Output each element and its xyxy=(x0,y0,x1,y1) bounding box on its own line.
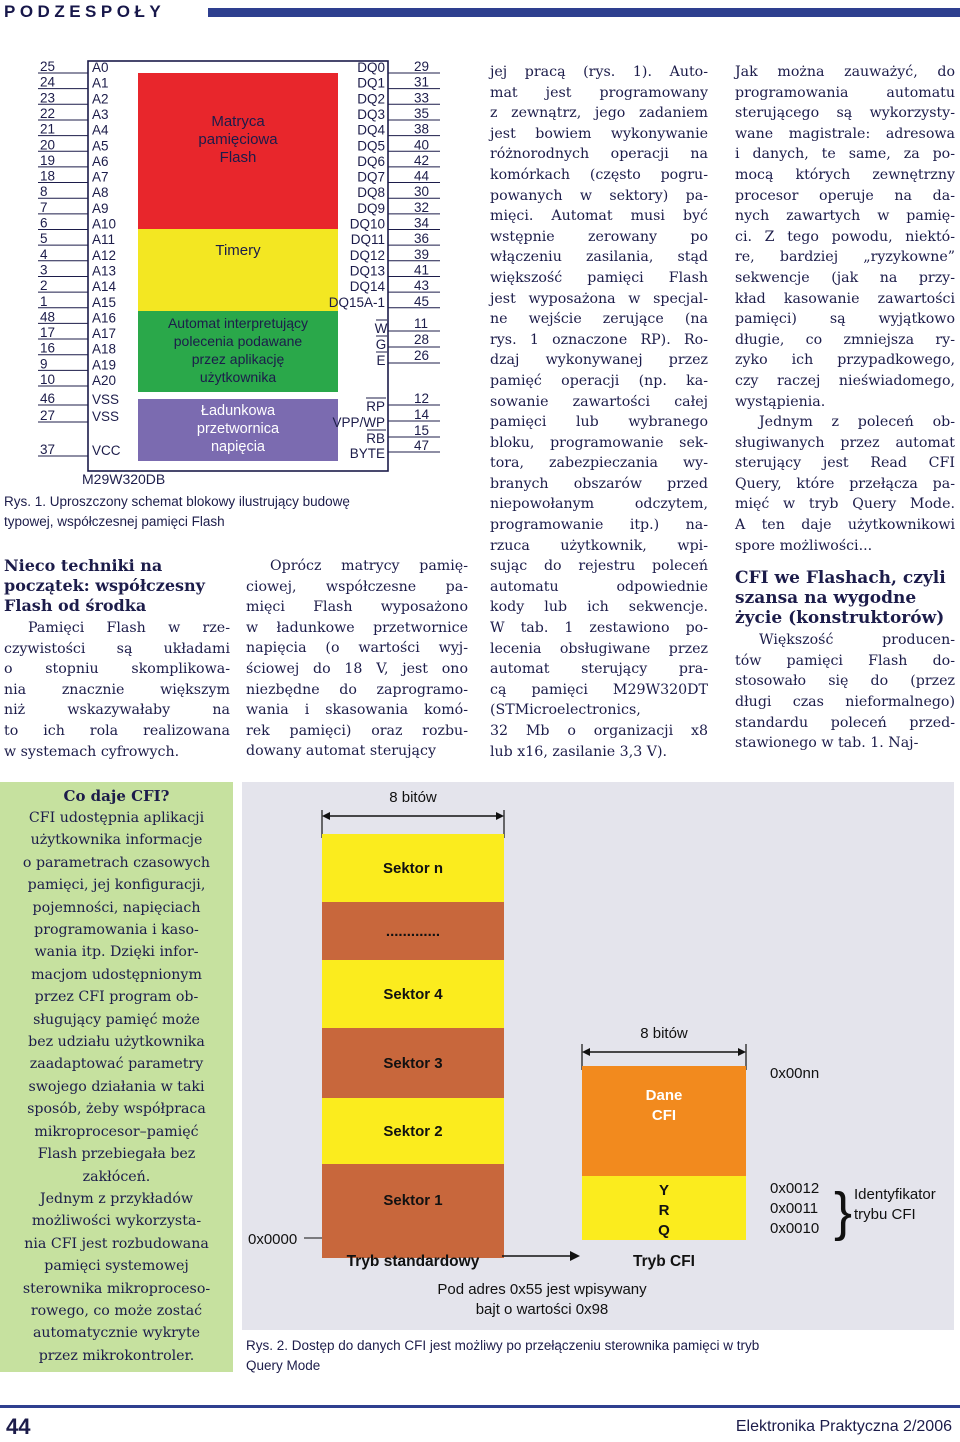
pin-signal: DQ7 xyxy=(357,169,385,185)
pin-number: 42 xyxy=(414,152,430,168)
brace: } xyxy=(834,1182,853,1242)
pin-number: 28 xyxy=(414,332,430,347)
pin-number: 7 xyxy=(40,199,48,215)
pin-number: 21 xyxy=(40,121,56,137)
sidebar-line: przez mikrokontroler. xyxy=(38,1347,195,1364)
sector-label: ............. xyxy=(385,923,441,940)
cfi-char: Y xyxy=(658,1182,670,1199)
text-line: wania i skasowania komó- xyxy=(246,702,468,719)
text-line: Jak można zauważyć, do xyxy=(735,64,955,80)
pin-signal: A14 xyxy=(92,279,117,295)
body-text xyxy=(246,556,468,762)
text-line: pamięci) są wyjątkowo xyxy=(735,311,955,328)
sector-label: Sektor n xyxy=(382,860,444,877)
sidebar-line: zaadaptować parametry xyxy=(29,1056,204,1073)
pin-signal: RP xyxy=(366,399,385,414)
sidebar-line: sposób, żeby współpraca xyxy=(27,1101,206,1118)
address-label: 0x00nn xyxy=(770,1065,820,1082)
pin-signal: VSS xyxy=(92,409,120,424)
pin-signal: A11 xyxy=(92,232,116,248)
text-line: nia znacznie większym xyxy=(4,681,230,698)
pin-number: 37 xyxy=(40,442,56,457)
text-line: W tab. 1 zestawiono po- xyxy=(490,620,708,637)
sidebar-line: bez udziału użytkownika xyxy=(28,1034,205,1051)
pin-number: 9 xyxy=(40,356,48,372)
arrow-head xyxy=(570,1251,580,1261)
text-line: mięci Flash wyposażono xyxy=(246,599,468,616)
text-line: ci. Z tego powodu, niektó- xyxy=(735,228,955,245)
pin-number: 12 xyxy=(414,391,430,406)
header-bar xyxy=(208,8,960,17)
text-line: Pamięci Flash w rze- xyxy=(28,620,230,636)
address-label: 0x0012 xyxy=(770,1180,820,1197)
text-line: mięci. Automat musi być xyxy=(490,208,708,225)
text-line: stawionego w tab. 1. Naj- xyxy=(735,735,919,752)
pin-signal: DQ14 xyxy=(349,279,385,295)
text-line: kład kasowanie zawartości xyxy=(735,290,955,307)
text-line: jest bowiem wykonywanie xyxy=(490,125,708,142)
pin-number: 38 xyxy=(414,121,430,137)
sidebar-text xyxy=(6,807,227,1367)
text-line: stosowało się do (przez xyxy=(735,673,955,690)
cfi-id-label: trybu CFI xyxy=(854,1206,916,1223)
sidebar-line: Flash przebiegała bez xyxy=(37,1146,196,1163)
pin-number: 20 xyxy=(40,137,56,153)
pin-signal: DQ3 xyxy=(357,106,385,122)
text-line: Query, które przełącza pa- xyxy=(735,475,955,492)
text-line: tora, zabezpieczania wy- xyxy=(490,455,708,472)
pin-signal: A7 xyxy=(92,169,109,185)
text-line: zyko ich przypadkowego, xyxy=(735,352,955,369)
address-label: 0x0000 xyxy=(248,1231,298,1248)
pin-signal: A4 xyxy=(92,122,109,138)
pin-signal: DQ6 xyxy=(357,153,385,169)
sidebar-line: możliwości wykorzysta- xyxy=(31,1213,202,1230)
pin-number: 25 xyxy=(40,59,56,74)
sector-label: Sektor 2 xyxy=(383,1123,443,1140)
block-memory-label: Matryca xyxy=(211,113,265,130)
pin-number: 47 xyxy=(414,438,430,453)
text-line: długie, co zmniejsza ry- xyxy=(735,331,955,348)
pin-number: 11 xyxy=(414,316,429,331)
sidebar-line: programowania i kaso- xyxy=(34,922,199,939)
cfi-char: Q xyxy=(658,1222,670,1239)
text-line: wstępnie zerowany po xyxy=(490,228,708,245)
pin-signal: W xyxy=(374,321,388,336)
pin-number: 29 xyxy=(414,59,430,74)
text-line: sując do rejestru poleceń xyxy=(490,558,708,575)
text-line: automatu odpowiednie xyxy=(490,578,708,595)
pin-signal: A17 xyxy=(92,326,117,342)
text-line: w ładunkowe przetwornice xyxy=(246,619,468,636)
cfi-id-label: Identyfikator xyxy=(854,1186,936,1203)
text-line: powanych w sektory) pa- xyxy=(490,187,708,204)
pin-signal: A16 xyxy=(92,310,117,326)
mode-label: Tryb CFI xyxy=(632,1253,696,1270)
text-line: pamięć operacji (np. ka- xyxy=(490,372,708,389)
pin-signal: A6 xyxy=(92,153,109,169)
text-line: standardu poleceń przed- xyxy=(735,714,955,731)
pin-signal: A12 xyxy=(92,247,117,263)
text-line: jest wyposażona w specjal- xyxy=(490,290,708,307)
cfi-char: R xyxy=(658,1202,670,1219)
text-line: o stopniu skomplikowa- xyxy=(4,661,230,678)
text-line: z zewnątrz, jego zadaniem xyxy=(490,105,708,122)
pin-number: 10 xyxy=(40,372,56,387)
pin-number: 35 xyxy=(414,105,430,121)
pin-signal: DQ15A-1 xyxy=(328,294,385,310)
text-line: cą pamięci M29W320DT xyxy=(490,681,708,698)
pin-signal: A8 xyxy=(92,185,109,201)
text-line: kody lub ich sekwencje. xyxy=(490,599,708,616)
pin-number: 17 xyxy=(40,325,56,341)
text-line: mat jest programowany xyxy=(490,84,708,101)
text-line: bloku, programowanie sek- xyxy=(490,434,708,451)
pin-signal: A2 xyxy=(92,91,109,107)
text-line: re, bardziej „ryzykowne” xyxy=(735,249,955,266)
pin-number: 39 xyxy=(414,246,430,262)
pin-signal: A5 xyxy=(92,138,109,154)
pin-signal: A9 xyxy=(92,200,109,216)
pin-signal: DQ4 xyxy=(357,122,385,138)
text-line: sowanie zawartości całej xyxy=(490,393,708,410)
arrow-head xyxy=(738,1048,746,1056)
text-line: różnorodnych operacji na xyxy=(490,146,708,163)
footer-bar xyxy=(0,1405,960,1408)
block-pump-label: napięcia xyxy=(210,439,266,455)
sidebar-line: pamięci systemowej xyxy=(44,1258,189,1275)
text-line: ciowej, współczesne pa- xyxy=(246,578,468,595)
block-memory-label: pamięciowa xyxy=(198,131,278,148)
pin-number: 46 xyxy=(40,391,56,406)
sector-label: Sektor 1 xyxy=(383,1192,443,1209)
column-4 xyxy=(735,62,955,754)
figure-1-caption xyxy=(4,492,474,532)
cfi-data-label: CFI xyxy=(651,1107,677,1124)
cfi-data-label: Dane xyxy=(645,1087,683,1104)
text-line: pamięci lub wybranego xyxy=(490,414,708,431)
figure-2-caption xyxy=(246,1336,954,1376)
text-line: komórkach (często pogru- xyxy=(490,166,708,183)
text-line: czywistości są układami xyxy=(4,640,230,657)
text-line: A ten daje użytkownikowi xyxy=(735,517,955,534)
pin-signal: A3 xyxy=(92,106,109,122)
body-text xyxy=(735,412,955,556)
sidebar-box xyxy=(0,782,233,1372)
sidebar-line: użytkownika informacje xyxy=(30,832,203,849)
pin-number: 5 xyxy=(40,231,48,247)
pin-signal: VPP/WP xyxy=(332,415,385,430)
pin-number: 41 xyxy=(414,262,430,278)
text-line: sterujący jest Read CFI xyxy=(735,455,955,472)
block-pump-label: przetwornica xyxy=(196,421,280,437)
pin-number: 45 xyxy=(414,293,430,309)
text-line: i danych, te same, za po- xyxy=(735,146,955,163)
text-line: programowanie itp.) na- xyxy=(490,517,708,534)
note-label: Pod adres 0x55 jest wpisywany xyxy=(437,1281,647,1298)
text-line: procesor operuje na da- xyxy=(735,187,955,204)
sidebar-line: zakłóceń. xyxy=(82,1168,151,1185)
pin-signal: A10 xyxy=(92,216,117,232)
block-automat-label: polecenia podawane xyxy=(173,333,303,349)
pin-signal: A1 xyxy=(92,75,109,91)
column-1 xyxy=(4,556,230,762)
text-line: jej pracą (rys. 1). Auto- xyxy=(490,64,708,80)
journal-name: Elektronika Praktyczna 2/2006 xyxy=(735,1418,952,1435)
pin-signal: A15 xyxy=(92,294,117,310)
text-line: rzuca użytkownik, wpi- xyxy=(490,537,708,554)
pin-number: 1 xyxy=(40,293,48,309)
text-line: włączeniu zasilania, stąd xyxy=(490,249,708,266)
caption-line: Query Mode xyxy=(246,1358,321,1373)
text-line: większość pamięci Flash xyxy=(490,269,708,286)
column-2 xyxy=(246,556,468,762)
body-text xyxy=(4,618,230,762)
text-line: czy raczej nieświadomego, xyxy=(735,372,955,389)
pin-number: 30 xyxy=(414,184,430,200)
width-label: 8 bitów xyxy=(640,1025,688,1042)
text-line: rek pamięci) oraz rozbu- xyxy=(246,722,468,739)
text-line: sekwencje (jak na przy- xyxy=(735,269,955,286)
sector-label: Sektor 4 xyxy=(383,986,443,1003)
arrow-head xyxy=(582,1048,590,1056)
text-line: lecenia obsługiwane przez xyxy=(490,640,708,657)
pin-number: 40 xyxy=(414,137,430,153)
text-line: (STMicroelectronics, xyxy=(490,702,641,719)
pin-signal: G xyxy=(375,337,387,352)
sidebar-line: Jednym z przykładów xyxy=(39,1190,194,1207)
sidebar-line: sługujący pamięć może xyxy=(33,1011,200,1028)
text-line: niepowołanym odczytem, xyxy=(490,496,708,513)
text-line: rys. 1 oznaczone RP). Ro- xyxy=(490,331,708,348)
pin-signal: E xyxy=(376,353,386,368)
text-line: spore możliwości... xyxy=(735,537,873,554)
text-line: automat sterujący pra- xyxy=(490,661,708,678)
pin-number: 18 xyxy=(40,168,56,184)
pin-number: 15 xyxy=(414,423,430,438)
pin-number: 6 xyxy=(40,215,48,231)
pin-signal: DQ10 xyxy=(349,216,385,232)
text-line: programowania automatu xyxy=(735,84,955,101)
caption-line: Rys. 1. Uproszczony schemat blokowy ilustrujący budowę xyxy=(4,494,350,509)
block-pump-label: Ładunkowa xyxy=(200,403,276,419)
pin-signal: DQ11 xyxy=(350,232,385,248)
pin-signal: A13 xyxy=(92,263,117,279)
caption-line: typowej, współczesnej pamięci Flash xyxy=(4,514,225,529)
pin-number: 22 xyxy=(40,105,56,121)
pin-number: 19 xyxy=(40,152,56,168)
chip-name: M29W320DB xyxy=(82,471,166,487)
page-number: 44 xyxy=(6,1414,31,1439)
text-line: napięcia (o wartości wyj- xyxy=(246,640,468,657)
pin-signal: DQ13 xyxy=(349,263,385,279)
mode-label: Tryb standardowy xyxy=(346,1253,480,1270)
figure-2-diagram xyxy=(242,782,954,1330)
sidebar-title: Co daje CFI? xyxy=(63,787,170,805)
pin-number: 4 xyxy=(40,246,48,262)
sidebar-line: pamięci, jej konfiguracji, xyxy=(27,877,206,894)
block-automat-label: Automat interpretujący xyxy=(167,315,309,331)
text-line: ściowej do 18 V, jest ono xyxy=(246,660,468,677)
text-line: wane magistrale: adresowa xyxy=(735,125,955,142)
pin-number: 23 xyxy=(40,90,56,106)
text-line: ne wejście zerujące (na xyxy=(490,311,708,328)
arrow-head xyxy=(322,812,330,820)
sidebar-line: rowego, co może zostać xyxy=(30,1302,203,1319)
pin-number: 26 xyxy=(414,348,430,363)
text-line: mocą których zewnętrzny xyxy=(735,166,955,183)
address-label: 0x0010 xyxy=(770,1220,820,1237)
pin-number: 44 xyxy=(414,168,430,184)
pin-number: 48 xyxy=(40,309,56,325)
pin-signal: DQ0 xyxy=(357,60,385,75)
text-line: Oprócz matrycy pamię- xyxy=(270,558,468,574)
text-line: sterującego są wykorzysty- xyxy=(735,105,955,122)
text-line: lub x16, zasilanie 3,3 V). xyxy=(490,743,668,760)
pin-signal: A19 xyxy=(92,357,117,373)
pin-signal: VCC xyxy=(92,443,121,458)
text-line: mięć w tryb Query Mode. xyxy=(735,496,955,513)
pin-signal: RB xyxy=(366,431,385,446)
sidebar-line: automatycznie wykryte xyxy=(32,1325,201,1342)
text-line: tów pamięci Flash do- xyxy=(735,652,955,669)
text-line: to ich rola realizowana xyxy=(4,722,230,739)
pin-signal: DQ2 xyxy=(357,91,385,107)
text-line: Większość producen- xyxy=(759,632,955,649)
figure-1-block-diagram xyxy=(0,58,470,488)
pin-number: 2 xyxy=(40,278,48,294)
text-line: niż wskazywałaby na xyxy=(4,702,230,719)
body-text xyxy=(735,630,955,754)
pin-number: 32 xyxy=(414,199,430,215)
sidebar-line: wania itp. Dzięki infor- xyxy=(34,944,199,961)
arrow-head xyxy=(496,812,504,820)
pin-number: 27 xyxy=(40,408,56,423)
sidebar-line: pojemności, napięciach xyxy=(32,899,201,916)
pin-number: 24 xyxy=(40,74,56,90)
text-line: wystąpienia. xyxy=(735,393,826,410)
section-heading: CFI we Flashach, czyli szansa na wygodne życie (konstruktorów) xyxy=(735,568,946,629)
text-line: Jednym z poleceń ob- xyxy=(759,414,955,431)
pin-signal: VSS xyxy=(92,392,120,407)
caption-line: Rys. 2. Dostęp do danych CFI jest możliwy po przełączeniu sterownika pamięci w tryb xyxy=(246,1338,760,1353)
sector-label: Sektor 3 xyxy=(383,1055,443,1072)
block-memory-label: Flash xyxy=(219,149,257,166)
section-title: PODZESPOŁY xyxy=(4,2,166,21)
pin-signal: A18 xyxy=(92,341,117,357)
pin-signal: DQ5 xyxy=(357,138,385,154)
body-text xyxy=(735,62,955,412)
pin-number: 36 xyxy=(414,231,430,247)
pin-signal: A20 xyxy=(92,373,117,388)
pin-number: 8 xyxy=(40,184,48,200)
sidebar-line: przez CFI program ob- xyxy=(34,989,199,1006)
block-automat-label: użytkownika xyxy=(199,369,277,385)
pin-number: 31 xyxy=(414,74,430,90)
text-line: w systemach cyfrowych. xyxy=(4,743,180,760)
text-line: sługiwanych przez automat xyxy=(735,434,955,451)
sidebar-line: nia CFI jest rozbudowana xyxy=(24,1235,209,1252)
pin-signal: DQ12 xyxy=(349,247,385,263)
address-label: 0x0011 xyxy=(770,1200,819,1217)
text-line: 32 Mb o organizacji x8 xyxy=(490,723,708,739)
pin-number: 16 xyxy=(40,340,56,356)
text-line: nych zawartych w pamię- xyxy=(735,208,955,225)
text-line: długi czas nieformalnego) xyxy=(735,694,955,711)
text-line: dzaj wykonywanej przez xyxy=(490,352,708,369)
pin-signal: DQ1 xyxy=(357,75,385,91)
sidebar-line: mikroprocesor–pamięć xyxy=(34,1123,199,1140)
section-heading: Nieco techniki na początek: współczesny Flash od środka xyxy=(4,556,205,615)
pin-signal: BYTE xyxy=(349,446,385,461)
text-line: niezbędne do zaprogramo- xyxy=(246,681,468,698)
block-automat-label: przez aplikację xyxy=(191,351,285,367)
width-label: 8 bitów xyxy=(389,789,437,806)
text-line: dowany automat sterujący xyxy=(246,743,436,760)
body-text xyxy=(490,62,708,762)
sidebar-line: macjom udostępnionym xyxy=(31,966,202,983)
column-3 xyxy=(490,62,708,762)
pin-signal: DQ8 xyxy=(357,185,385,201)
pin-number: 3 xyxy=(40,262,48,278)
sidebar-line: o parametrach czasowych xyxy=(22,854,211,871)
sidebar-line: swojego działania w taki xyxy=(28,1078,205,1095)
sidebar-line: sterownika mikroproceso- xyxy=(22,1280,211,1297)
block-timer-label: Timery xyxy=(215,242,261,259)
pin-number: 14 xyxy=(414,407,430,422)
pin-signal: DQ9 xyxy=(357,200,385,216)
pin-signal: A0 xyxy=(92,60,109,75)
text-line: branych obszarów przed xyxy=(490,475,708,492)
note-label: bajt o wartości 0x98 xyxy=(475,1301,609,1318)
pin-number: 33 xyxy=(414,90,430,106)
pin-number: 34 xyxy=(414,215,430,231)
pin-number: 43 xyxy=(414,278,430,294)
sidebar-line: CFI udostępnia aplikacji xyxy=(28,810,205,826)
